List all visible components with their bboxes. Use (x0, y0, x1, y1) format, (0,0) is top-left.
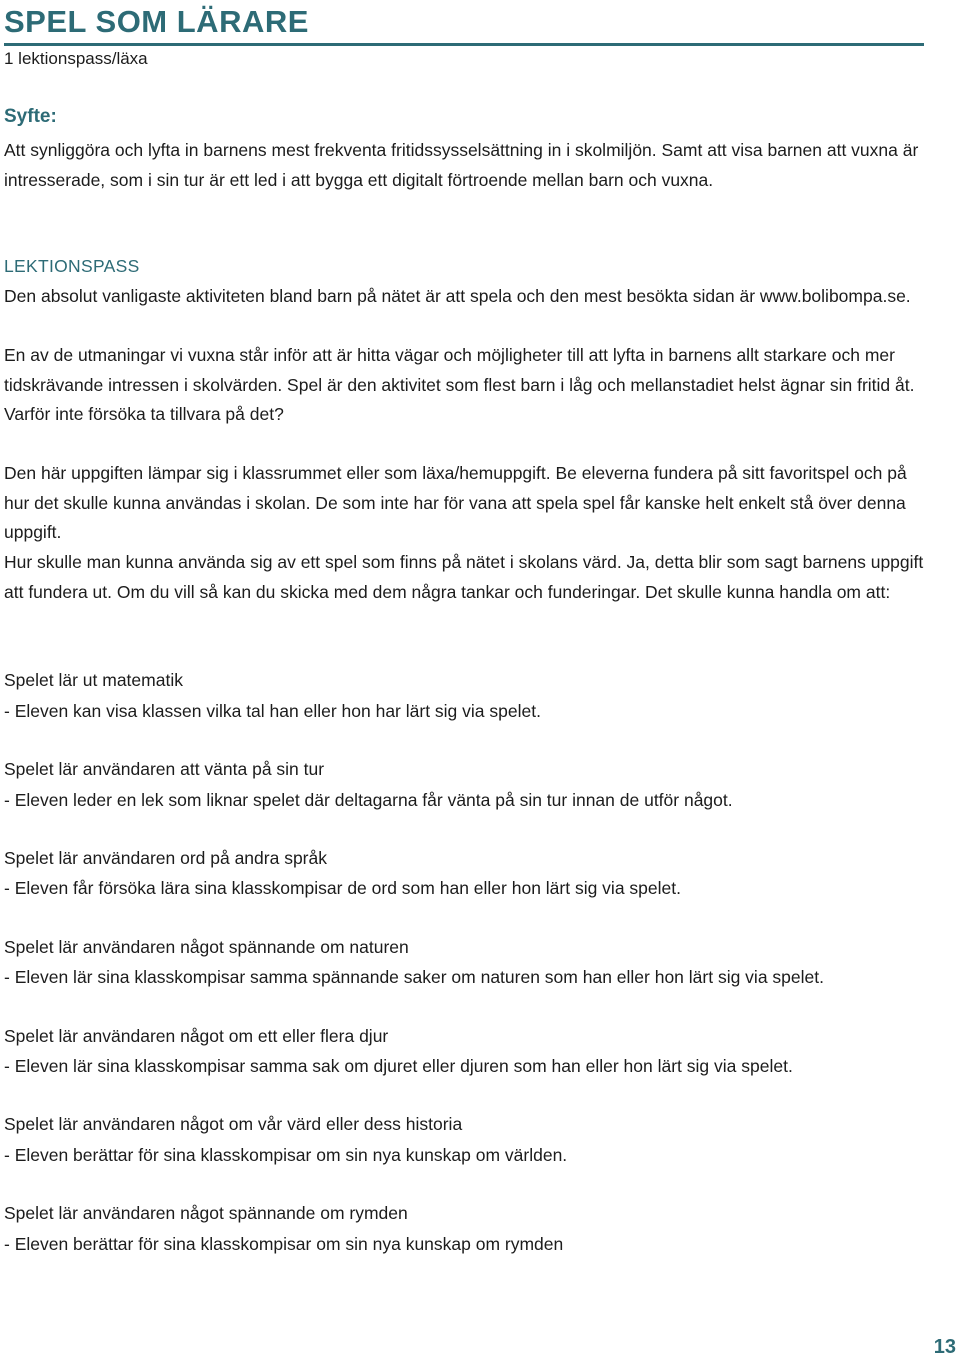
item-title: Spelet lär användaren ord på andra språk (4, 848, 327, 868)
lektionspass-paragraph-1: Den absolut vanligaste aktiviteten bland barn på nätet är att spela och den mest besökta sidan är www.bolibompa.se. (4, 286, 911, 306)
page-number: 13 (933, 1336, 956, 1358)
item-description: - Eleven lär sina klasskompisar samma spännande saker om naturen som han eller hon lärt sig via spelet. (4, 967, 824, 987)
syfte-heading: Syfte: (4, 106, 57, 127)
item-description: - Eleven lär sina klasskompisar samma sak om djuret eller djuren som han eller hon lärt sig via spelet. (4, 1056, 793, 1076)
item-title: Spelet lär användaren något spännande om naturen (4, 937, 409, 957)
page-subtitle: 1 lektionspass/läxa (4, 49, 148, 68)
item-description: - Eleven berättar för sina klasskompisar om sin nya kunskap om rymden (4, 1234, 564, 1254)
item-title: Spelet lär användaren att vänta på sin tur (4, 759, 325, 779)
syfte-text: Att synliggöra och lyfta in barnens mest frekventa fritidssysselsättning in i skolmiljön. Samt att visa barnen att vuxna är intresserade, som i sin tur är ett led i att bygga ett digitalt förtroende mellan barn och vuxna. (4, 140, 919, 190)
item-title: Spelet lär användaren något spännande om rymden (4, 1203, 408, 1223)
item-title: Spelet lär användaren något om vår värd eller dess historia (4, 1114, 463, 1134)
item-description: - Eleven får försöka lära sina klasskompisar de ord som han eller hon lärt sig via spelet. (4, 878, 681, 898)
item-title: Spelet lär ut matematik (4, 670, 183, 690)
page-title: SPEL SOM LÄRARE (4, 4, 309, 39)
item-description: - Eleven leder en lek som liknar spelet där deltagarna får vänta på sin tur innan de utför något. (4, 790, 733, 810)
item-description: - Eleven kan visa klassen vilka tal han eller hon har lärt sig via spelet. (4, 701, 541, 721)
lektionspass-paragraph-4: Hur skulle man kunna använda sig av ett spel som finns på nätet i skolans värd. Ja, detta blir som sagt barnens uppgift att fundera ut. Om du vill så kan du skicka med dem några tankar och funderingar. Det skulle kunna handla om att: (4, 552, 924, 602)
item-title: Spelet lär användaren något om ett eller flera djur (4, 1026, 389, 1046)
lektionspass-paragraph-3: Den här uppgiften lämpar sig i klassrummet eller som läxa/hemuppgift. Be eleverna fundera på sitt favoritspel och på hur det skulle kunna användas i skolan. De som inte har för vana att spela spel får kanske helt enkelt stå över denna uppgift. (4, 463, 907, 542)
lektionspass-heading: LEKTIONSPASS (4, 256, 140, 276)
title-divider (4, 43, 924, 46)
lektionspass-paragraph-2: En av de utmaningar vi vuxna står inför att är hitta vägar och möjligheter till att lyfta in barnens allt starkare och mer tidskrävande intressen i skolvärden. Spel är den aktivitet som flest barn i låg och mellanstadiet helst ägnar sin fritid åt. Varför inte försöka ta tillvara på det? (4, 345, 915, 424)
item-description: - Eleven berättar för sina klasskompisar om sin nya kunskap om världen. (4, 1145, 568, 1165)
